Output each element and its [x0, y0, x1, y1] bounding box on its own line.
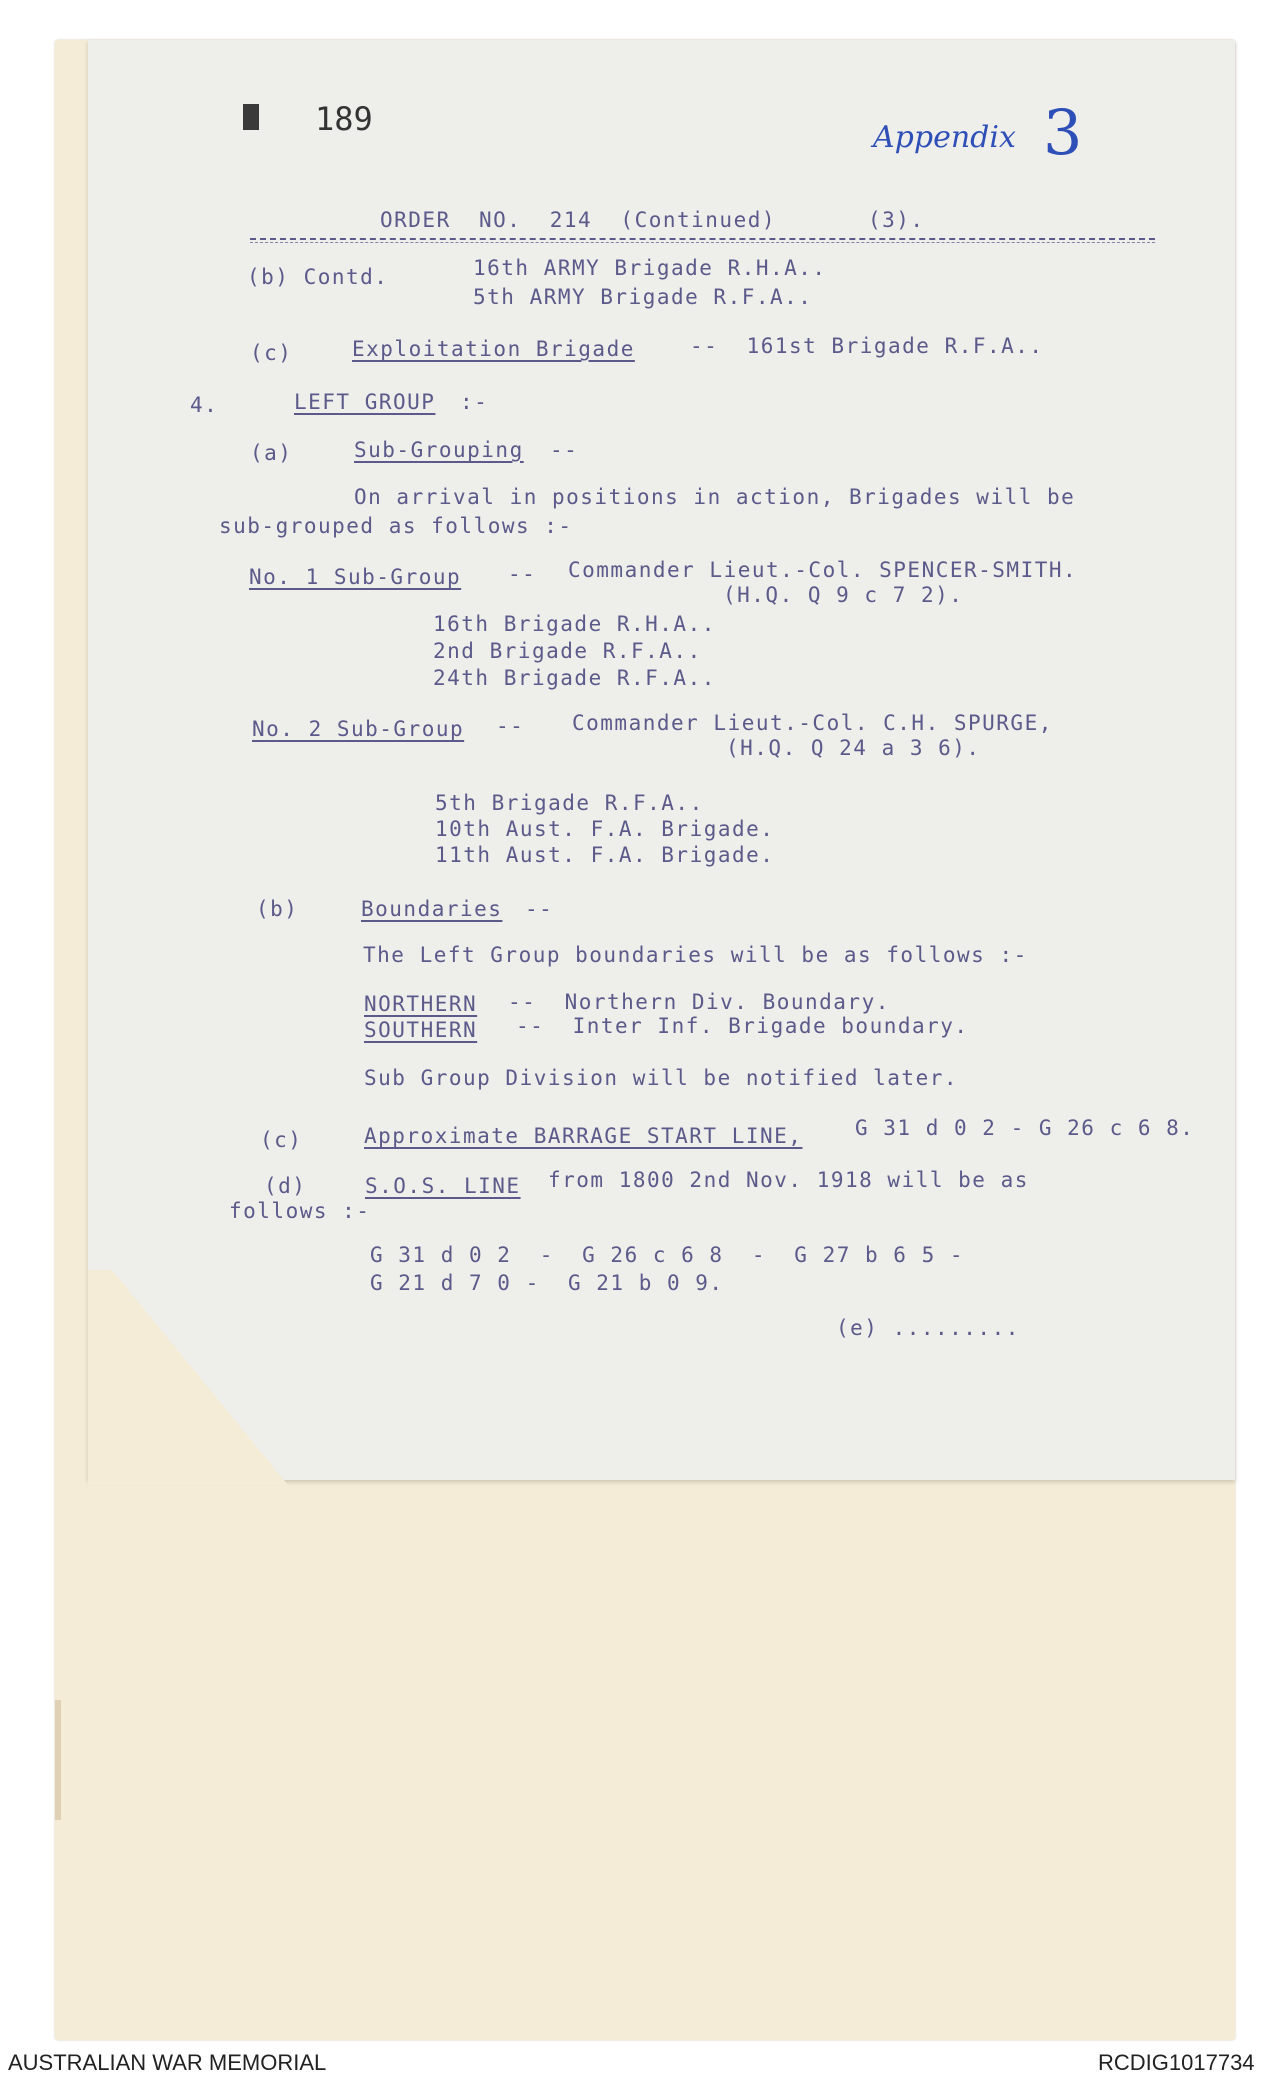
sub-b-northern-text: -- Northern Div. Boundary.: [508, 990, 890, 1014]
sub-c-label: (c): [260, 1128, 303, 1152]
sub-b-northern-label: NORTHERN: [364, 992, 478, 1016]
section-b-contd-line2: 5th ARMY Brigade R.F.A..: [473, 285, 813, 309]
subgroup2-brigade: 10th Aust. F.A. Brigade.: [435, 817, 775, 841]
sub-a-heading: Sub-Grouping: [354, 438, 524, 462]
subgroup2-hq: (H.Q. Q 24 a 3 6).: [726, 736, 981, 760]
sub-a-after: --: [550, 438, 579, 462]
subgroup2-dash: --: [496, 714, 525, 738]
subgroup1-brigade: 2nd Brigade R.F.A..: [433, 639, 702, 663]
continuation-marker: (e) .........: [836, 1316, 1020, 1340]
header-rule: [250, 238, 1155, 240]
section-4-number: 4.: [190, 393, 219, 417]
footer-right: RCDIG1017734: [1098, 2050, 1255, 2075]
section-4-heading: LEFT GROUP: [294, 390, 436, 414]
sub-d-rest: from 1800 2nd Nov. 1918 will be as: [548, 1168, 1029, 1192]
sub-b-intro: The Left Group boundaries will be as follows :-: [363, 943, 1028, 967]
subgroup2-heading: No. 2 Sub-Group: [252, 717, 465, 741]
page-number: (3).: [868, 208, 925, 232]
sub-d-line2: follows :-: [229, 1199, 371, 1223]
sub-c-rest: G 31 d 0 2 - G 26 c 6 8.: [855, 1116, 1195, 1140]
subgroup2-brigade: 5th Brigade R.F.A..: [435, 791, 704, 815]
subgroup1-hq: (H.Q. Q 9 c 7 2).: [723, 583, 964, 607]
header-rule-secondary: [250, 242, 1155, 243]
section-c-label: (c): [250, 341, 293, 365]
sub-b-after: --: [525, 897, 554, 921]
sub-d-coords1: G 31 d 0 2 - G 26 c 6 8 - G 27 b 6 5 -: [370, 1243, 965, 1267]
subgroup1-brigade: 24th Brigade R.F.A..: [433, 666, 716, 690]
sub-a-para-line2: sub-grouped as follows :-: [219, 514, 573, 538]
section-b-contd-line1: 16th ARMY Brigade R.H.A..: [473, 256, 827, 280]
sub-d-label: (d): [264, 1174, 307, 1198]
subgroup1-brigade: 16th Brigade R.H.A..: [433, 612, 716, 636]
appendix-label: Appendix: [873, 120, 1016, 155]
section-4-after: :-: [460, 390, 489, 414]
sub-b-southern-text: -- Inter Inf. Brigade boundary.: [516, 1014, 969, 1038]
sub-b-note: Sub Group Division will be notified later.: [364, 1066, 959, 1090]
footer-left: AUSTRALIAN WAR MEMORIAL: [8, 2050, 327, 2075]
sub-d-heading: S.O.S. LINE: [365, 1174, 521, 1198]
order-title: ORDER NO. 214 (Continued): [380, 208, 777, 232]
sub-d-coords2: G 21 d 7 0 - G 21 b 0 9.: [370, 1271, 724, 1295]
sub-c-heading: Approximate BARRAGE START LINE,: [364, 1124, 803, 1148]
paper-stain: [55, 1700, 61, 1820]
subgroup2-brigade: 11th Aust. F.A. Brigade.: [435, 843, 775, 867]
subgroup2-commander: Commander Lieut.-Col. C.H. SPURGE,: [572, 711, 1053, 735]
section-b-contd-label: (b) Contd.: [247, 265, 389, 289]
sub-b-heading: Boundaries: [361, 897, 503, 921]
sub-b-label: (b): [256, 897, 299, 921]
section-c-rest: -- 161st Brigade R.F.A..: [690, 334, 1044, 358]
appendix-number: 3: [1043, 96, 1083, 169]
sub-a-label: (a): [250, 441, 293, 465]
subgroup1-commander: Commander Lieut.-Col. SPENCER-SMITH.: [568, 558, 1078, 582]
sub-b-southern-label: SOUTHERN: [364, 1018, 478, 1042]
section-c-heading: Exploitation Brigade: [352, 337, 635, 361]
stamp-number: 189: [315, 100, 373, 138]
subgroup1-dash: --: [508, 562, 537, 586]
subgroup1-heading: No. 1 Sub-Group: [249, 565, 462, 589]
stamp-mark-icon: [243, 104, 259, 130]
sub-a-para-line1: On arrival in positions in action, Brigades will be: [354, 485, 1076, 509]
